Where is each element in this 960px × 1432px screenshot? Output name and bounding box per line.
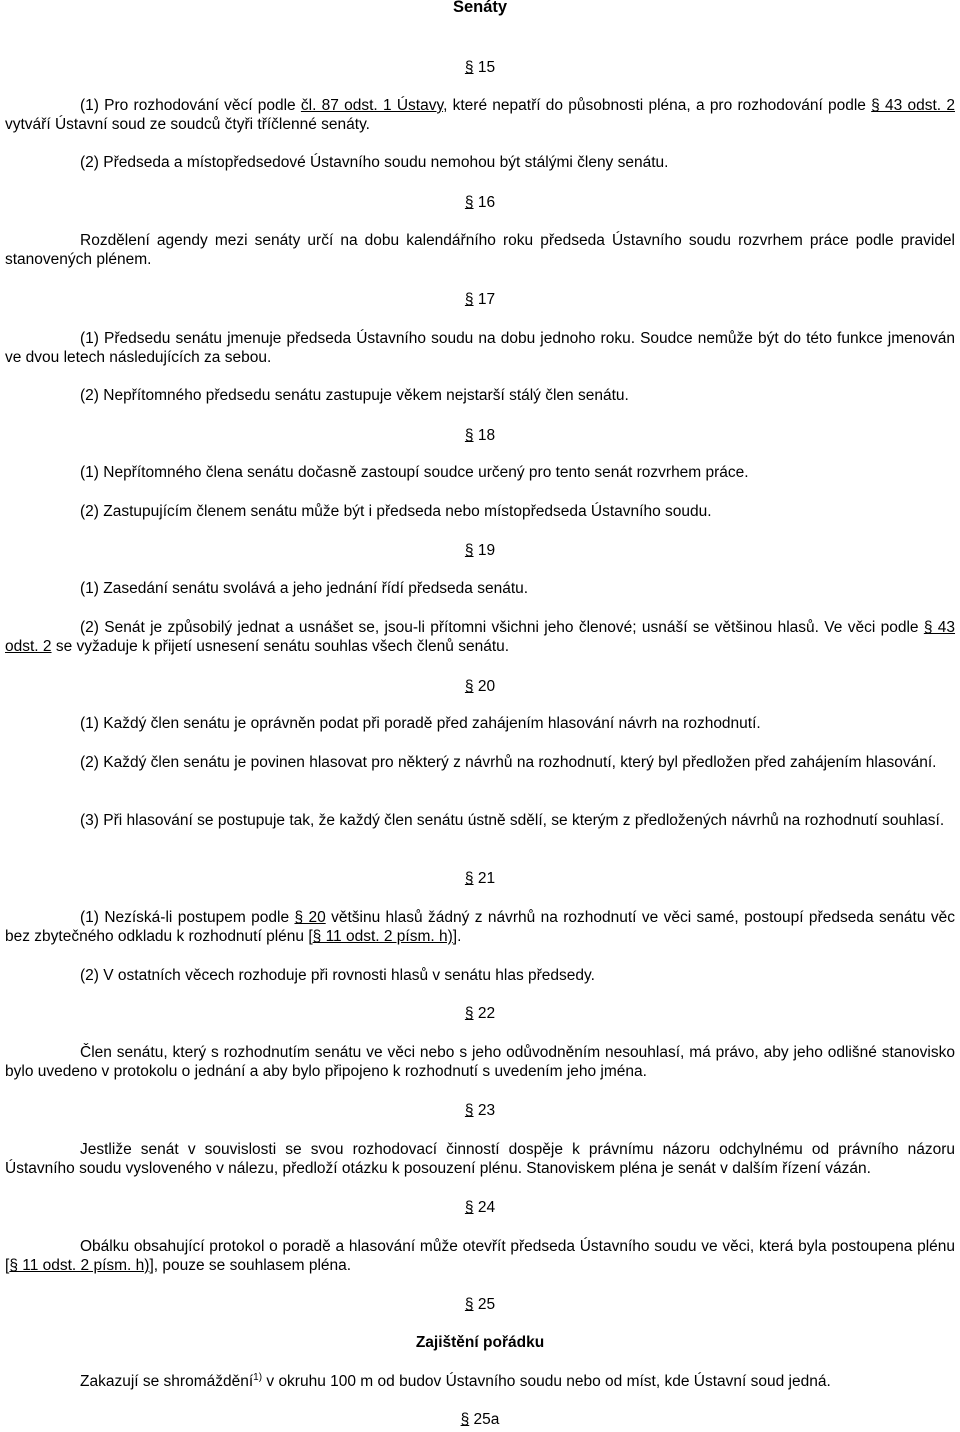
section-16-heading bbox=[5, 193, 955, 212]
section-number: 23 bbox=[477, 1102, 496, 1119]
section-21-paragraph-1 bbox=[5, 908, 955, 946]
section-number: 15 bbox=[477, 59, 496, 76]
section-18-paragraph-1: (1) Nepřítomného člena senátu dočasně zastoupí soudce určený pro tento senát rozvrhem práce. bbox=[80, 464, 749, 481]
section-25a-heading bbox=[5, 1410, 955, 1429]
text-run: většinu hlasů žádný z návrhů na rozhodnutí ve věci samé, postoupí předseda senátu věc bez zbytečného odkladu k rozhodnutí plénu [ bbox=[5, 909, 955, 945]
section-sign: § bbox=[464, 678, 474, 695]
section-sign: § bbox=[464, 870, 474, 887]
footnote-reference[interactable]: 1) bbox=[253, 1371, 263, 1383]
section-number: 20 bbox=[477, 678, 496, 695]
section-19-paragraph-1: (1) Zasedání senátu svolává a jeho jednání řídí předseda senátu. bbox=[80, 580, 529, 597]
section-number: 25 bbox=[477, 1296, 496, 1313]
section-20-paragraph-1: (1) Každý člen senátu je oprávněn podat při poradě před zahájením hlasování návrh na rozhodnutí. bbox=[80, 715, 761, 732]
section-number: 17 bbox=[477, 291, 496, 308]
section-24-heading bbox=[5, 1198, 955, 1217]
section-25-heading bbox=[5, 1295, 955, 1314]
section-15-heading bbox=[5, 58, 955, 77]
section-sign: § bbox=[464, 427, 474, 444]
text-run: se vyžaduje k přijetí usnesení senátu souhlas všech členů senátu. bbox=[51, 638, 510, 655]
text-run: (1) Nezíská-li postupem podle bbox=[80, 909, 295, 926]
section-number: 21 bbox=[477, 870, 496, 887]
section-sign: § bbox=[464, 1296, 474, 1313]
text-run: (2) Senát je způsobilý jednat a usnášet se, jsou-li přítomni všichni jeho členové; usnáší se většinou hlasů. Ve věci podle bbox=[80, 619, 924, 636]
section-21-paragraph-2: (2) V ostatních věcech rozhoduje při rovnosti hlasů v senátu hlas předsedy. bbox=[80, 967, 595, 984]
section-sign: § bbox=[464, 542, 474, 559]
section-22-paragraph-1: Člen senátu, který s rozhodnutím senátu ve věci nebo s jeho odůvodněním nesouhlasí, má právo, aby jeho odlišné stanovisko bylo uvedeno v protokolu o jednání a aby bylo připojeno k rozhodnutí s uvedením jeho jména. bbox=[5, 1044, 955, 1080]
section-43-link[interactable]: § 43 odst. 2 bbox=[5, 619, 956, 655]
text-run: Obálku obsahující protokol o poradě a hlasování může otevřít předseda Ústavního soudu ve věci, která byla postoupena plénu [ bbox=[5, 1238, 955, 1274]
text-run: (1) Pro rozhodování věcí podle bbox=[80, 97, 301, 114]
text-run: Zakazují se shromáždění bbox=[80, 1373, 254, 1390]
section-19-paragraph-2 bbox=[5, 618, 955, 656]
section-sign: § bbox=[464, 194, 474, 211]
text-run: v okruhu 100 m od budov Ústavního soudu nebo od míst, kde Ústavní soud jedná. bbox=[262, 1373, 831, 1390]
section-sign: § bbox=[464, 1199, 474, 1216]
page-title: Senáty bbox=[452, 0, 508, 16]
text-run: , které nepatří do působnosti pléna, a pro rozhodování podle bbox=[443, 97, 872, 114]
section-17-paragraph-2: (2) Nepřítomného předsedu senátu zastupuje věkem nejstarší stálý člen senátu. bbox=[80, 387, 629, 404]
section-20-link[interactable]: § 20 bbox=[294, 909, 326, 926]
section-sign: § bbox=[460, 1411, 470, 1428]
section-sign: § bbox=[464, 59, 474, 76]
constitution-article-link[interactable]: čl. 87 odst. 1 Ústavy bbox=[300, 97, 444, 114]
section-number: 24 bbox=[477, 1199, 496, 1216]
section-25-paragraph-1 bbox=[5, 1372, 955, 1391]
text-run: vytváří Ústavní soud ze soudců čtyři tříčlenné senáty. bbox=[5, 116, 370, 133]
section-24-paragraph-1 bbox=[5, 1237, 955, 1275]
section-23-paragraph-1: Jestliže senát v souvislosti se svou rozhodovací činností dospěje k právnímu názoru odchylnému od právního názoru Ústavního soudu vysloveného v nálezu, předloží otázku k posouzení plénu. Stanoviskem pléna je senát v dalším řízení vázán. bbox=[5, 1141, 955, 1177]
section-number: 18 bbox=[477, 427, 496, 444]
section-17-heading bbox=[5, 290, 955, 309]
section-number: 25a bbox=[473, 1411, 500, 1428]
section-11-link[interactable]: § 11 odst. 2 písm. h) bbox=[9, 1257, 150, 1274]
section-11-link[interactable]: § 11 odst. 2 písm. h) bbox=[312, 928, 453, 945]
section-43-link[interactable]: § 43 odst. 2 bbox=[871, 97, 955, 114]
section-23-heading bbox=[5, 1101, 955, 1120]
section-15-paragraph-2: (2) Předseda a místopředsedové Ústavního soudu nemohou být stálými členy senátu. bbox=[80, 154, 669, 171]
text-run: ]. bbox=[452, 928, 462, 945]
section-22-heading bbox=[5, 1004, 955, 1023]
section-20-heading bbox=[5, 677, 955, 696]
section-20-paragraph-2: (2) Každý člen senátu je povinen hlasovat pro některý z návrhů na rozhodnutí, který byl předložen před zahájením hlasování. bbox=[80, 754, 937, 771]
section-sign: § bbox=[464, 1005, 474, 1022]
section-18-heading bbox=[5, 426, 955, 445]
section-19-heading bbox=[5, 541, 955, 560]
section-number: 16 bbox=[477, 194, 496, 211]
section-sign: § bbox=[464, 1102, 474, 1119]
section-16-paragraph-1: Rozdělení agendy mezi senáty určí na dobu kalendářního roku předseda Ústavního soudu rozvrhem práce podle pravidel stanovených plénem. bbox=[5, 232, 955, 268]
section-sign: § bbox=[464, 291, 474, 308]
section-15-paragraph-1 bbox=[5, 96, 955, 134]
section-17-paragraph-1: (1) Předsedu senátu jmenuje předseda Ústavního soudu na dobu jednoho roku. Soudce nemůže být do této funkce jmenován ve dvou letech následujících za sebou. bbox=[5, 330, 955, 366]
section-21-heading bbox=[5, 869, 955, 888]
section-18-paragraph-2: (2) Zastupujícím členem senátu může být i předseda nebo místopředseda Ústavního soudu. bbox=[80, 503, 712, 520]
section-number: 22 bbox=[477, 1005, 496, 1022]
section-number: 19 bbox=[477, 542, 496, 559]
text-run: ], pouze se souhlasem pléna. bbox=[149, 1257, 352, 1274]
section-25-subheading: Zajištění pořádku bbox=[415, 1334, 545, 1351]
section-20-paragraph-3: (3) Při hlasování se postupuje tak, že každý člen senátu ústně sdělí, se kterým z předložených návrhů na rozhodnutí souhlasí. bbox=[80, 812, 945, 829]
